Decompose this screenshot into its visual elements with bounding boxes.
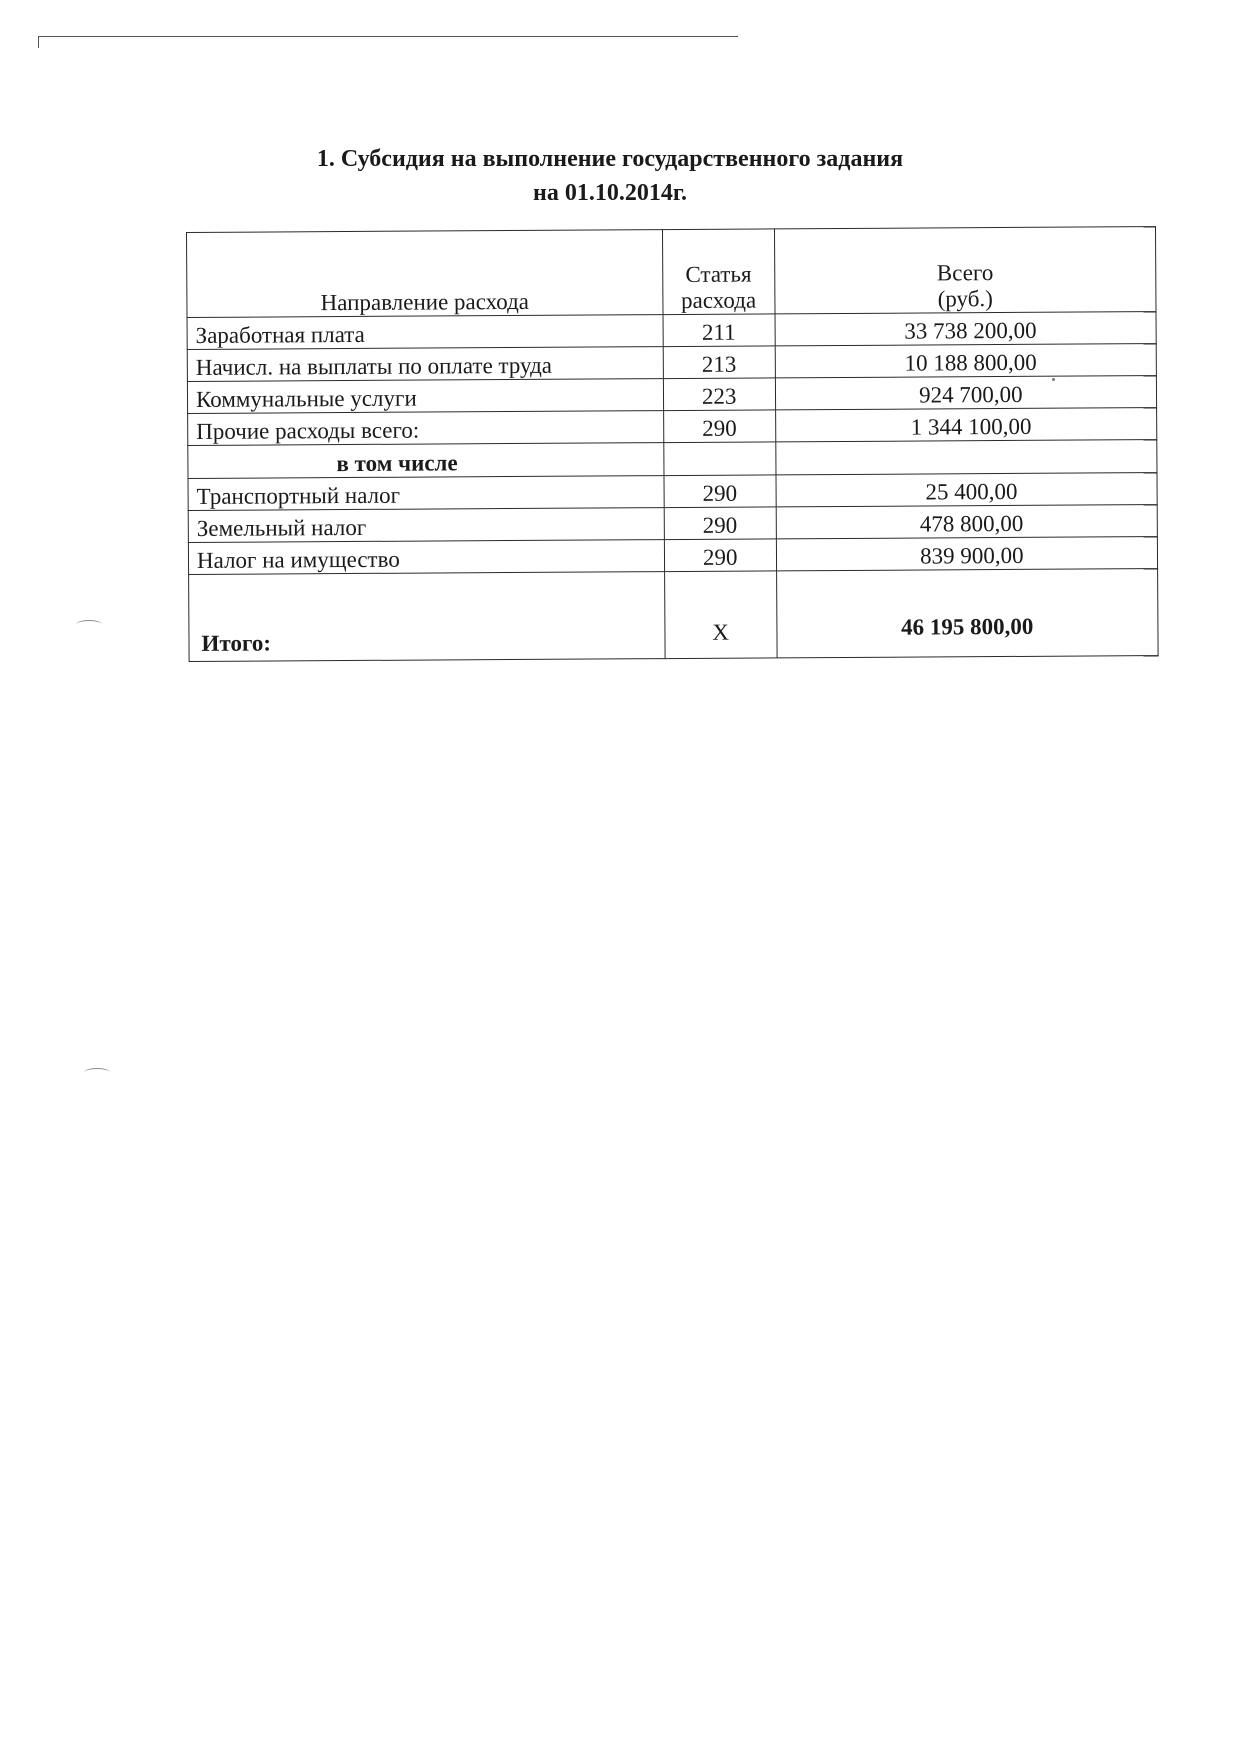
scan-edge-corner <box>38 36 39 48</box>
row-name: Налог на имущество <box>188 540 664 575</box>
row-amount: 33 738 200,00 <box>775 312 1157 346</box>
row-article: 290 <box>664 539 776 572</box>
header-total <box>774 227 1156 314</box>
row-article: 211 <box>663 314 775 347</box>
subheader-empty-article <box>664 442 776 476</box>
table-header-row <box>187 227 1157 318</box>
row-amount: 25 400,00 <box>776 473 1158 507</box>
table-row <box>188 505 1157 543</box>
table-row <box>187 344 1156 382</box>
row-name: Земельный налог <box>188 508 664 543</box>
row-article: 223 <box>663 378 775 411</box>
subheader-label: в том числе <box>188 443 664 479</box>
row-name: Прочие расходы всего: <box>188 411 664 446</box>
header-article-line-1: Статья <box>685 261 752 287</box>
table-row <box>188 537 1157 575</box>
header-direction: Направление расхода <box>187 230 663 318</box>
document-title <box>200 142 1020 210</box>
scan-mark <box>84 1068 110 1077</box>
row-article: 213 <box>663 346 775 379</box>
table-row <box>187 312 1156 350</box>
row-amount: 478 800,00 <box>776 505 1158 539</box>
table-row <box>188 473 1157 511</box>
row-name: Заработная плата <box>187 315 663 350</box>
header-article-line-2: расхода <box>681 287 757 313</box>
total-article: Х <box>664 571 776 659</box>
total-label: Итого: <box>189 572 665 662</box>
row-article: 290 <box>663 410 775 443</box>
header-article <box>662 229 774 315</box>
scan-edge-top <box>38 36 738 37</box>
expense-table <box>186 226 1159 662</box>
title-line-2: на 01.10.2014г. <box>532 180 688 206</box>
row-amount: 1 344 100,00 <box>775 408 1157 442</box>
title-line-1: 1. Субсидия на выполнение государственного задания <box>316 146 904 172</box>
total-row <box>189 569 1159 662</box>
row-name: Транспортный налог <box>188 476 664 511</box>
table-row <box>187 376 1156 414</box>
row-name: Коммунальные услуги <box>187 379 663 414</box>
header-total-line-1: Всего <box>936 260 994 286</box>
scan-mark <box>76 620 102 629</box>
row-amount: 10 188 800,00 <box>775 344 1157 378</box>
total-amount: 46 195 800,00 <box>776 569 1158 658</box>
table-row <box>188 408 1157 446</box>
row-article: 290 <box>664 507 776 540</box>
row-amount: 924 700,00 <box>775 376 1157 410</box>
row-name: Начисл. на выплаты по оплате труда <box>187 347 663 382</box>
row-amount: 839 900,00 <box>776 537 1158 571</box>
header-total-line-2: (руб.) <box>937 286 993 312</box>
subheader-empty-amount <box>775 440 1157 475</box>
row-article: 290 <box>664 475 776 508</box>
